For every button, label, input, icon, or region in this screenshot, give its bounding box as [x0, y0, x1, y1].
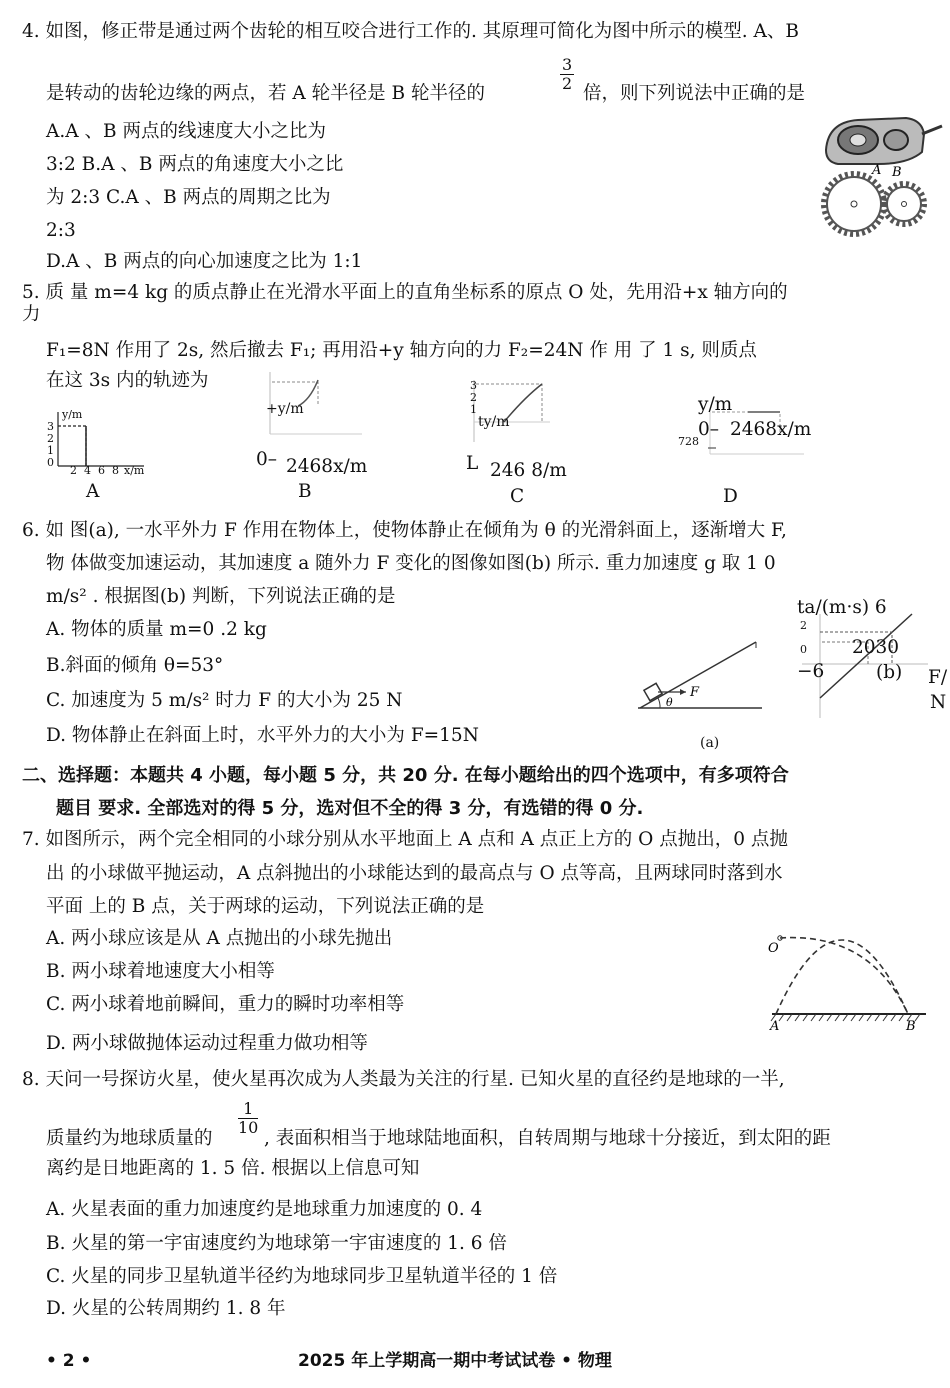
q6-graph-tick-0: 0: [800, 643, 807, 656]
graph-c-origin: L: [466, 453, 479, 474]
incline-theta-label: θ: [666, 696, 673, 709]
q6-line1: 6. 如 图(a), 一水平外力 F 作用在物体上，使物体静止在倾角为 θ 的光滑斜面上，逐渐增大 F,: [22, 520, 787, 541]
q7-opt-a: A. 两小球应该是从 A 点抛出的小球先抛出: [46, 928, 393, 949]
q7-line1: 7. 如图所示，两个完全相同的小球分别从水平地面上 A 点和 A 点正上方的 O 点抛出，0 点抛: [22, 829, 788, 850]
footer-title: 2025 年上学期高一期中考试试卷 • 物理: [298, 1351, 612, 1371]
graph-b-x-text: 2468x/m: [286, 456, 368, 477]
graph-a-x-tick: 2: [70, 464, 77, 477]
incline-f-label: F: [690, 685, 700, 700]
q7-label-a: A: [770, 1019, 780, 1034]
q7-label-o: O: [768, 941, 779, 956]
graph-c-y-label: ty/m: [478, 414, 510, 430]
q4-opt-line: 3:2 B.A 、B 两点的角速度大小之比: [46, 154, 344, 175]
graph-b-y-label: +y/m: [266, 401, 304, 417]
q5-line3: 在这 3s 内的轨迹为: [46, 370, 209, 391]
q8-fraction: [238, 1100, 258, 1137]
graph-a-x-tick: 6: [98, 464, 105, 477]
graph-d-caption: D: [723, 486, 738, 507]
graph-a-x-tick: 8: [112, 464, 119, 477]
q6-graph-tick-neg6: −6: [797, 661, 825, 682]
q4-opt-d: D.A 、B 两点的向心加速度之比为 1:1: [46, 251, 363, 272]
q7-opt-d: D. 两小球做抛体运动过程重力做功相等: [46, 1033, 368, 1054]
graph-a-x-label: x/m: [124, 464, 145, 477]
graph-b-origin: 0–: [256, 449, 278, 470]
q7-projectile-figure: [760, 926, 932, 1036]
gear-b: [884, 184, 924, 224]
q5-line1b: 力: [22, 304, 41, 325]
q6-line3: m/s² . 根据图(b) 判断，下列说法正确的是: [46, 586, 396, 607]
q8-opt-b: B. 火星的第一宇宙速度约为地球第一宇宙速度的 1. 6 倍: [46, 1233, 507, 1254]
q5-line1: 5. 质 量 m=4 kg 的质点静止在光滑水平面上的直角坐标系的原点 O 处，先用沿+x 轴方向的: [22, 282, 788, 303]
graph-c-y-tick: 2: [470, 391, 477, 404]
q8-opt-d: D. 火星的公转周期约 1. 8 年: [46, 1298, 286, 1319]
q4-gear-figure: [818, 112, 948, 272]
q4-fraction: [560, 56, 574, 93]
q4-line2-b: 倍，则下列说法中正确的是: [583, 83, 806, 104]
q8-frac-den: 10: [238, 1118, 259, 1137]
graph-a-x-tick: 4: [84, 464, 91, 477]
graph-a-y-label: y/m: [62, 408, 83, 421]
q6-opt-d: D. 物体静止在斜面上时，水平外力的大小为 F=15N: [46, 725, 479, 746]
q6-opt-c: C. 加速度为 5 m/s² 时力 F 的大小为 25 N: [46, 690, 403, 711]
section2-header-line1: 二、选择题：本题共 4 小题，每小题 5 分，共 20 分. 在每小题给出的四个选项中，有多项符合: [22, 765, 789, 786]
section2-header-line2: 题目 要求. 全部选对的得 5 分，选对但不全的得 3 分，有选错的得 0 分.: [56, 798, 644, 819]
q4-line1: 4. 如图，修正带是通过两个齿轮的相互咬合进行工作的. 其原理可简化为图中所示的模型. A、B: [22, 21, 800, 42]
q8-frac-num: 1: [238, 1100, 258, 1119]
graph-b-caption: B: [298, 481, 312, 502]
q5-line2: F₁=8N 作用了 2s, 然后撤去 F₁; 再用沿+y 轴方向的力 F₂=24N 作 用 了 1 s, 则质点: [46, 340, 757, 361]
q6-line2: 物 体做变加速运动，其加速度 a 随外力 F 变化的图像如图(b) 所示. 重力加速度 g 取 1 0: [46, 553, 776, 574]
q4-opt-line: 2:3: [46, 220, 76, 241]
q6-incline-figure: [636, 640, 766, 712]
q6-graph-caption: (b): [876, 662, 903, 683]
q4-frac-den: 2: [562, 74, 573, 93]
q6-graph-x-values: 2030: [852, 637, 900, 658]
q6-opt-b: B.斜面的倾角 θ=53°: [46, 655, 224, 676]
q8-line2-a: 质量约为地球质量的: [46, 1128, 213, 1149]
q7-line2: 出 的小球做平抛运动，A 点斜抛出的小球能达到的最高点与 O 点等高，且两球同时落到水: [46, 863, 783, 884]
q8-line2-b: , 表面积相当于地球陆地面积，自转周期与地球十分接近，到太阳的距: [264, 1128, 831, 1149]
q7-line3: 平面 上的 B 点，关于两球的运动，下列说法正确的是: [46, 896, 485, 917]
graph-a-y-tick: 1: [47, 444, 54, 457]
q6-graph-tick-2: 2: [800, 619, 807, 632]
page-number: • 2 •: [46, 1351, 92, 1371]
q7-opt-c: C. 两小球着地前瞬间，重力的瞬时功率相等: [46, 994, 405, 1015]
graph-d-y-label: y/m: [698, 394, 733, 415]
q5-graph-c: [466, 378, 556, 448]
graph-a-y-tick: 0: [47, 456, 54, 469]
q6-opt-a: A. 物体的质量 m=0 .2 kg: [46, 619, 267, 640]
q7-opt-b: B. 两小球着地速度大小相等: [46, 961, 275, 982]
q4-line2-a: 是转动的齿轮边缘的两点，若 A 轮半径是 B 轮半径的: [46, 83, 485, 104]
q8-line3: 离约是日地距离的 1. 5 倍. 根据以上信息可知: [46, 1158, 420, 1179]
q4-opt-line: 为 2:3 C.A 、B 两点的周期之比为: [46, 187, 331, 208]
q8-opt-a: A. 火星表面的重力加速度约是地球重力加速度的 0. 4: [46, 1199, 483, 1220]
q8-opt-c: C. 火星的同步卫星轨道半径约为地球同步卫星轨道半径的 1 倍: [46, 1266, 558, 1287]
q4-frac-num: 3: [562, 55, 573, 74]
graph-c-y-tick: 1: [470, 403, 477, 416]
gear-label-a: A: [872, 163, 882, 178]
graph-c-caption: C: [510, 486, 525, 507]
correction-tape-image: [826, 118, 942, 164]
gear-a: [824, 174, 884, 234]
graph-d-small: 728: [678, 435, 699, 448]
graph-c-x-text: 246 8/m: [490, 460, 567, 481]
graph-d-x-text: 2468x/m: [730, 419, 812, 440]
graph-c-y-tick: 3: [470, 379, 477, 392]
q6-fig-a-caption: (a): [700, 735, 720, 751]
q6-graph-y-label: ta/(m·s) 6: [797, 597, 887, 618]
q6-graph-x-unit: N: [930, 692, 947, 713]
q7-label-b: B: [906, 1019, 916, 1034]
graph-a-y-tick: 3: [47, 420, 54, 433]
graph-d-origin: 0–: [698, 419, 720, 440]
q8-line1: 8. 天问一号探访火星，使火星再次成为人类最为关注的行星. 已知火星的直径约是地球的一半,: [22, 1069, 785, 1090]
gear-label-b: B: [892, 165, 902, 180]
q6-graph-x-label: F/: [928, 667, 948, 688]
graph-a-caption: A: [86, 481, 100, 502]
q4-opt-line: A.A 、B 两点的线速度大小之比为: [46, 121, 326, 142]
graph-a-y-tick: 2: [47, 432, 54, 445]
